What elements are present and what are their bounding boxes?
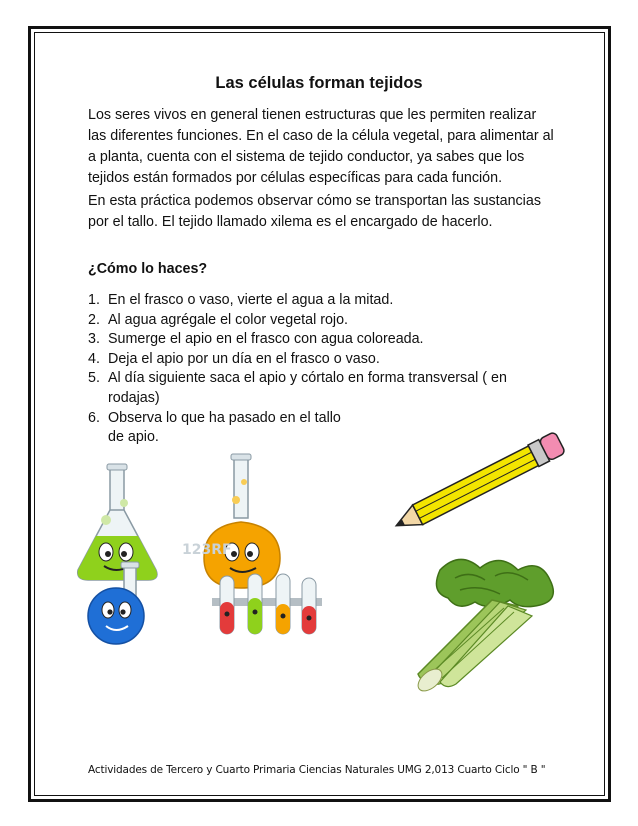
intro-paragraph: Los seres vivos en general tienen estructuras que les permiten realizar las diferentes funciones. En el caso de la célula vegetal, para alimentar al a planta, cuenta con el sistema de tejido conductor, ya sabes que los tejidos están formados por células específicas para cada función. <box>88 107 554 186</box>
practice-paragraph: En esta práctica podemos observar cómo se transportan las sustancias por el tallo. El tejido llamado xilema es el encargado de hacerlo. <box>88 193 541 230</box>
page-title: Las células forman tejidos <box>215 74 423 92</box>
step-item: 1. En el frasco o vaso, vierte el agua a la mitad. <box>88 292 394 308</box>
lab-flasks-illustration <box>70 448 330 648</box>
page-footer: Actividades de Tercero y Cuarto Primaria Ciencias Naturales UMG 2,013 Cuarto Ciclo " B " <box>88 764 546 776</box>
watermark-text: 123RF <box>182 542 232 558</box>
pencil-icon <box>380 428 580 538</box>
step-item: 2. Al agua agrégale el color vegetal rojo. <box>88 311 349 328</box>
step-item: 4. Deja el apio por un día en el frasco o vaso. <box>88 350 380 367</box>
green-flask-icon <box>78 464 157 580</box>
celery-image <box>400 550 570 695</box>
orange-flask-icon <box>204 454 280 588</box>
step-item: 3. Sumerge el apio en el frasco con agua coloreada. <box>88 331 424 348</box>
steps-list <box>88 291 548 448</box>
step-item: 6. Observa lo que ha pasado en el tallo de apio. <box>88 409 341 446</box>
howto-heading: ¿Cómo lo haces? <box>88 261 208 277</box>
step-item: 5. Al día siguiente saca el apio y córtalo en forma transversal ( en rodajas) <box>88 370 507 406</box>
